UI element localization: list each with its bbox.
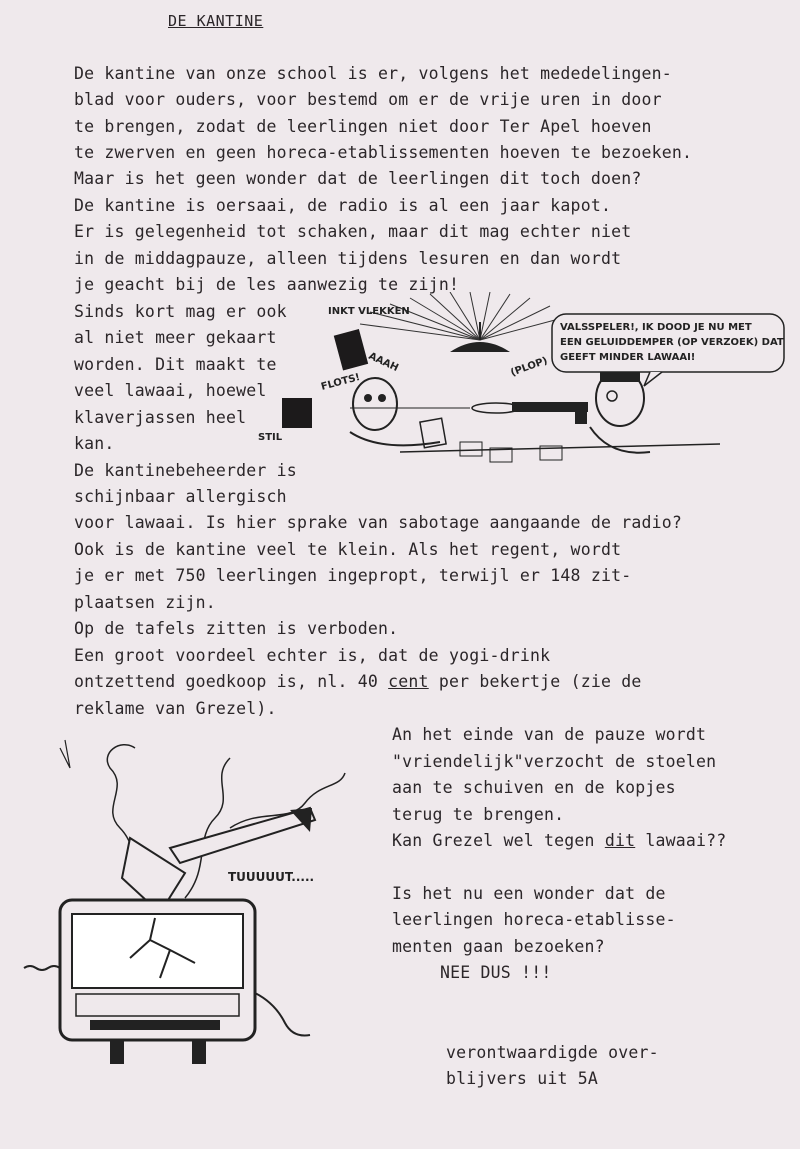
body-line: voor lawaai. Is hier sprake van sabotage aangaande de radio?: [74, 513, 683, 532]
broken-radio-cartoon: [10, 728, 360, 1068]
body-line: Er is gelegenheid tot schaken, maar dit mag echter niet: [74, 222, 632, 241]
grezel-question-end: lawaai??: [635, 831, 727, 850]
nee-dus: NEE DUS !!!: [440, 963, 552, 982]
inkt-vlekken-label: INKT VLEKKEN: [328, 306, 410, 317]
body-line: worden. Dit maakt te: [74, 355, 277, 374]
body-line: De kantine is oersaai, de radio is al een jaar kapot.: [74, 196, 612, 215]
plop-label: (PLOP): [509, 355, 550, 379]
body-line: je er met 750 leerlingen ingepropt, terwijl er 148 zit-: [74, 566, 632, 585]
body-line: al niet meer gekaart: [74, 328, 277, 347]
card-game-cartoon: [250, 292, 790, 482]
bubble-line: EEN GELUIDDEMPER (OP VERZOEK) DAT: [560, 337, 784, 348]
aaah-label: AAAH: [366, 350, 401, 375]
right-line: An het einde van de pauze wordt: [392, 725, 707, 744]
body-line: veel lawaai, hoewel: [74, 381, 267, 400]
body-line: plaatsen zijn.: [74, 593, 216, 612]
page-title: DE KANTINE: [168, 12, 264, 30]
bubble-line: VALSSPELER!, IK DOOD JE NU MET: [560, 322, 752, 333]
price-text-end: per bekertje (zie de: [428, 672, 642, 691]
body-line: reklame van Grezel).: [74, 699, 277, 718]
tuuut-label: TUUUUUT.....: [228, 870, 315, 884]
right-line: leerlingen horeca-etablisse-: [392, 910, 676, 929]
body-line: blad voor ouders, voor bestemd om er de vrije uren in door: [74, 90, 662, 109]
signature-line: blijvers uit 5A: [446, 1069, 599, 1088]
price-text: ontzettend goedkoop is, nl. 40: [74, 672, 389, 691]
grezel-question: Kan Grezel wel tegen: [392, 831, 605, 850]
body-line: Ook is de kantine veel te klein. Als het regent, wordt: [74, 540, 622, 559]
body-line: te zwerven en geen horeca-etablissementen hoeven te bezoeken.: [74, 143, 693, 162]
dit-underlined: dit: [604, 831, 636, 850]
cent-underlined: cent: [388, 672, 429, 691]
body-line: kan.: [74, 434, 115, 453]
stil-label: STIL: [258, 432, 283, 443]
right-line: aan te schuiven en de kopjes: [392, 778, 676, 797]
right-line: menten gaan bezoeken?: [392, 937, 605, 956]
body-line: in de middagpauze, alleen tijdens lesuren en dan wordt: [74, 249, 622, 268]
right-line: terug te brengen.: [392, 805, 565, 824]
body-line: [74, 672, 642, 691]
body-line: Sinds kort mag er ook: [74, 302, 287, 321]
body-line: De kantinebeheerder is: [74, 461, 297, 480]
body-line: De kantine van onze school is er, volgens het mededelingen-: [74, 64, 672, 83]
right-line: Is het nu een wonder dat de: [392, 884, 666, 903]
flots-label: FLOTS!: [319, 371, 362, 393]
right-line: "vriendelijk"verzocht de stoelen: [392, 752, 717, 771]
right-line: [392, 831, 726, 850]
body-line: Maar is het geen wonder dat de leerlingen dit toch doen?: [74, 169, 642, 188]
signature-line: verontwaardigde over-: [446, 1043, 659, 1062]
body-line: je geacht bij de les aanwezig te zijn!: [74, 275, 460, 294]
body-line: klaverjassen heel: [74, 408, 247, 427]
body-line: Op de tafels zitten is verboden.: [74, 619, 399, 638]
body-line: Een groot voordeel echter is, dat de yogi-drink: [74, 646, 551, 665]
bubble-line: GEEFT MINDER LAWAAI!: [560, 352, 696, 363]
body-line: te brengen, zodat de leerlingen niet door Ter Apel hoeven: [74, 117, 652, 136]
body-line: schijnbaar allergisch: [74, 487, 287, 506]
